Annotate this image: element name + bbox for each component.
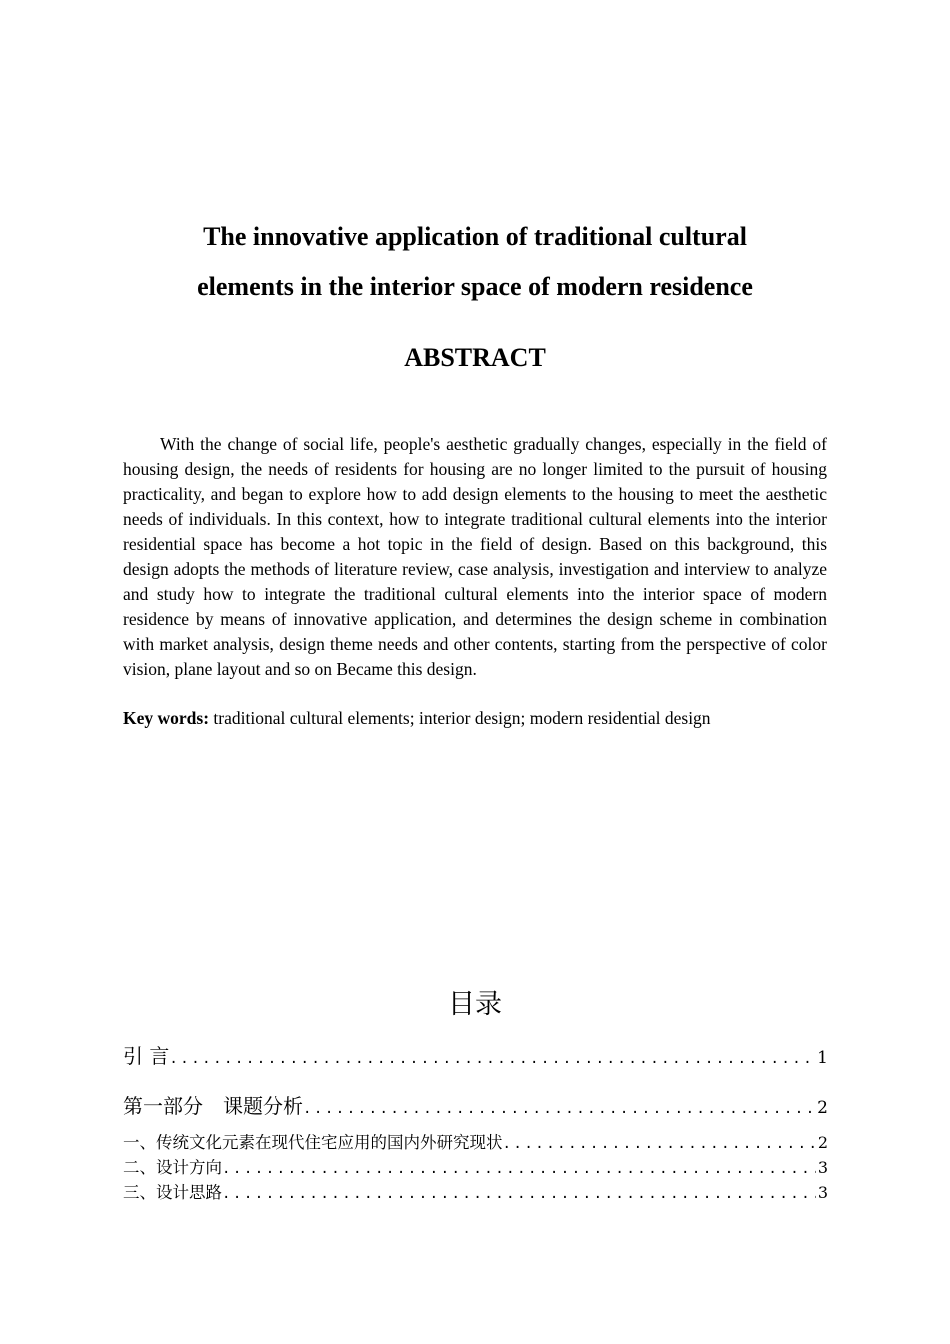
toc-entry-label: 二、设计方向 (123, 1158, 222, 1177)
toc-page-number: 3 (817, 1158, 828, 1177)
title-line-1: The innovative application of traditional cultural (203, 222, 747, 251)
toc-entry-label: 引 言 (123, 1044, 170, 1068)
toc-entry-label: 第一部分 课题分析 (123, 1094, 303, 1118)
toc-entry-introduction[interactable] (123, 1042, 828, 1073)
toc-entry-design-thinking[interactable] (123, 1180, 828, 1207)
toc-entry-label: 三、设计思路 (123, 1183, 222, 1202)
keywords-label: Key words: (123, 708, 210, 728)
document-title (120, 212, 830, 312)
toc-page-number: 2 (817, 1133, 828, 1152)
abstract-heading: ABSTRACT (404, 343, 546, 372)
abstract-paragraph: With the change of social life, people's aesthetic gradually changes, especially in the field of housing design, the needs of residents for housing are no longer limited to the pursuit of housing practicality, and began to explore how to add design elements to the housing to meet the aesthetic needs of individuals. In this context, how to integrate traditional cultural elements into the interior residential space has become a hot topic in the field of design. Based on this background, this design adopts the methods of literature review, case analysis, investigation and interview to analyze and study how to integrate the traditional cultural elements into the interior space of modern residence by means of innovative application, and determines the design scheme in combination with market analysis, design theme needs and other contents, starting from the perspective of color vision, plane layout and so on Became this design. (123, 434, 827, 679)
toc-page-number: 2 (817, 1098, 828, 1118)
toc-dot-leader (169, 1045, 815, 1073)
toc-dot-leader (222, 1157, 816, 1182)
toc-entry-research-status[interactable] (123, 1130, 828, 1157)
keywords-line (123, 706, 827, 731)
toc-page-number: 3 (817, 1183, 828, 1202)
toc-entry-label: 一、传统文化元素在现代住宅应用的国内外研究现状 (123, 1133, 503, 1152)
title-line-2: elements in the interior space of modern residence (197, 272, 753, 301)
toc-dot-leader (303, 1095, 815, 1123)
toc-entry-design-direction[interactable] (123, 1155, 828, 1182)
toc-dot-leader (222, 1182, 816, 1207)
toc-entry-part-one[interactable] (123, 1092, 828, 1123)
keywords-text: traditional cultural elements; interior design; modern residential design (209, 708, 711, 728)
toc-title: 目录 (448, 989, 502, 1020)
toc-page-number: 1 (817, 1048, 828, 1068)
toc-dot-leader (503, 1132, 816, 1157)
